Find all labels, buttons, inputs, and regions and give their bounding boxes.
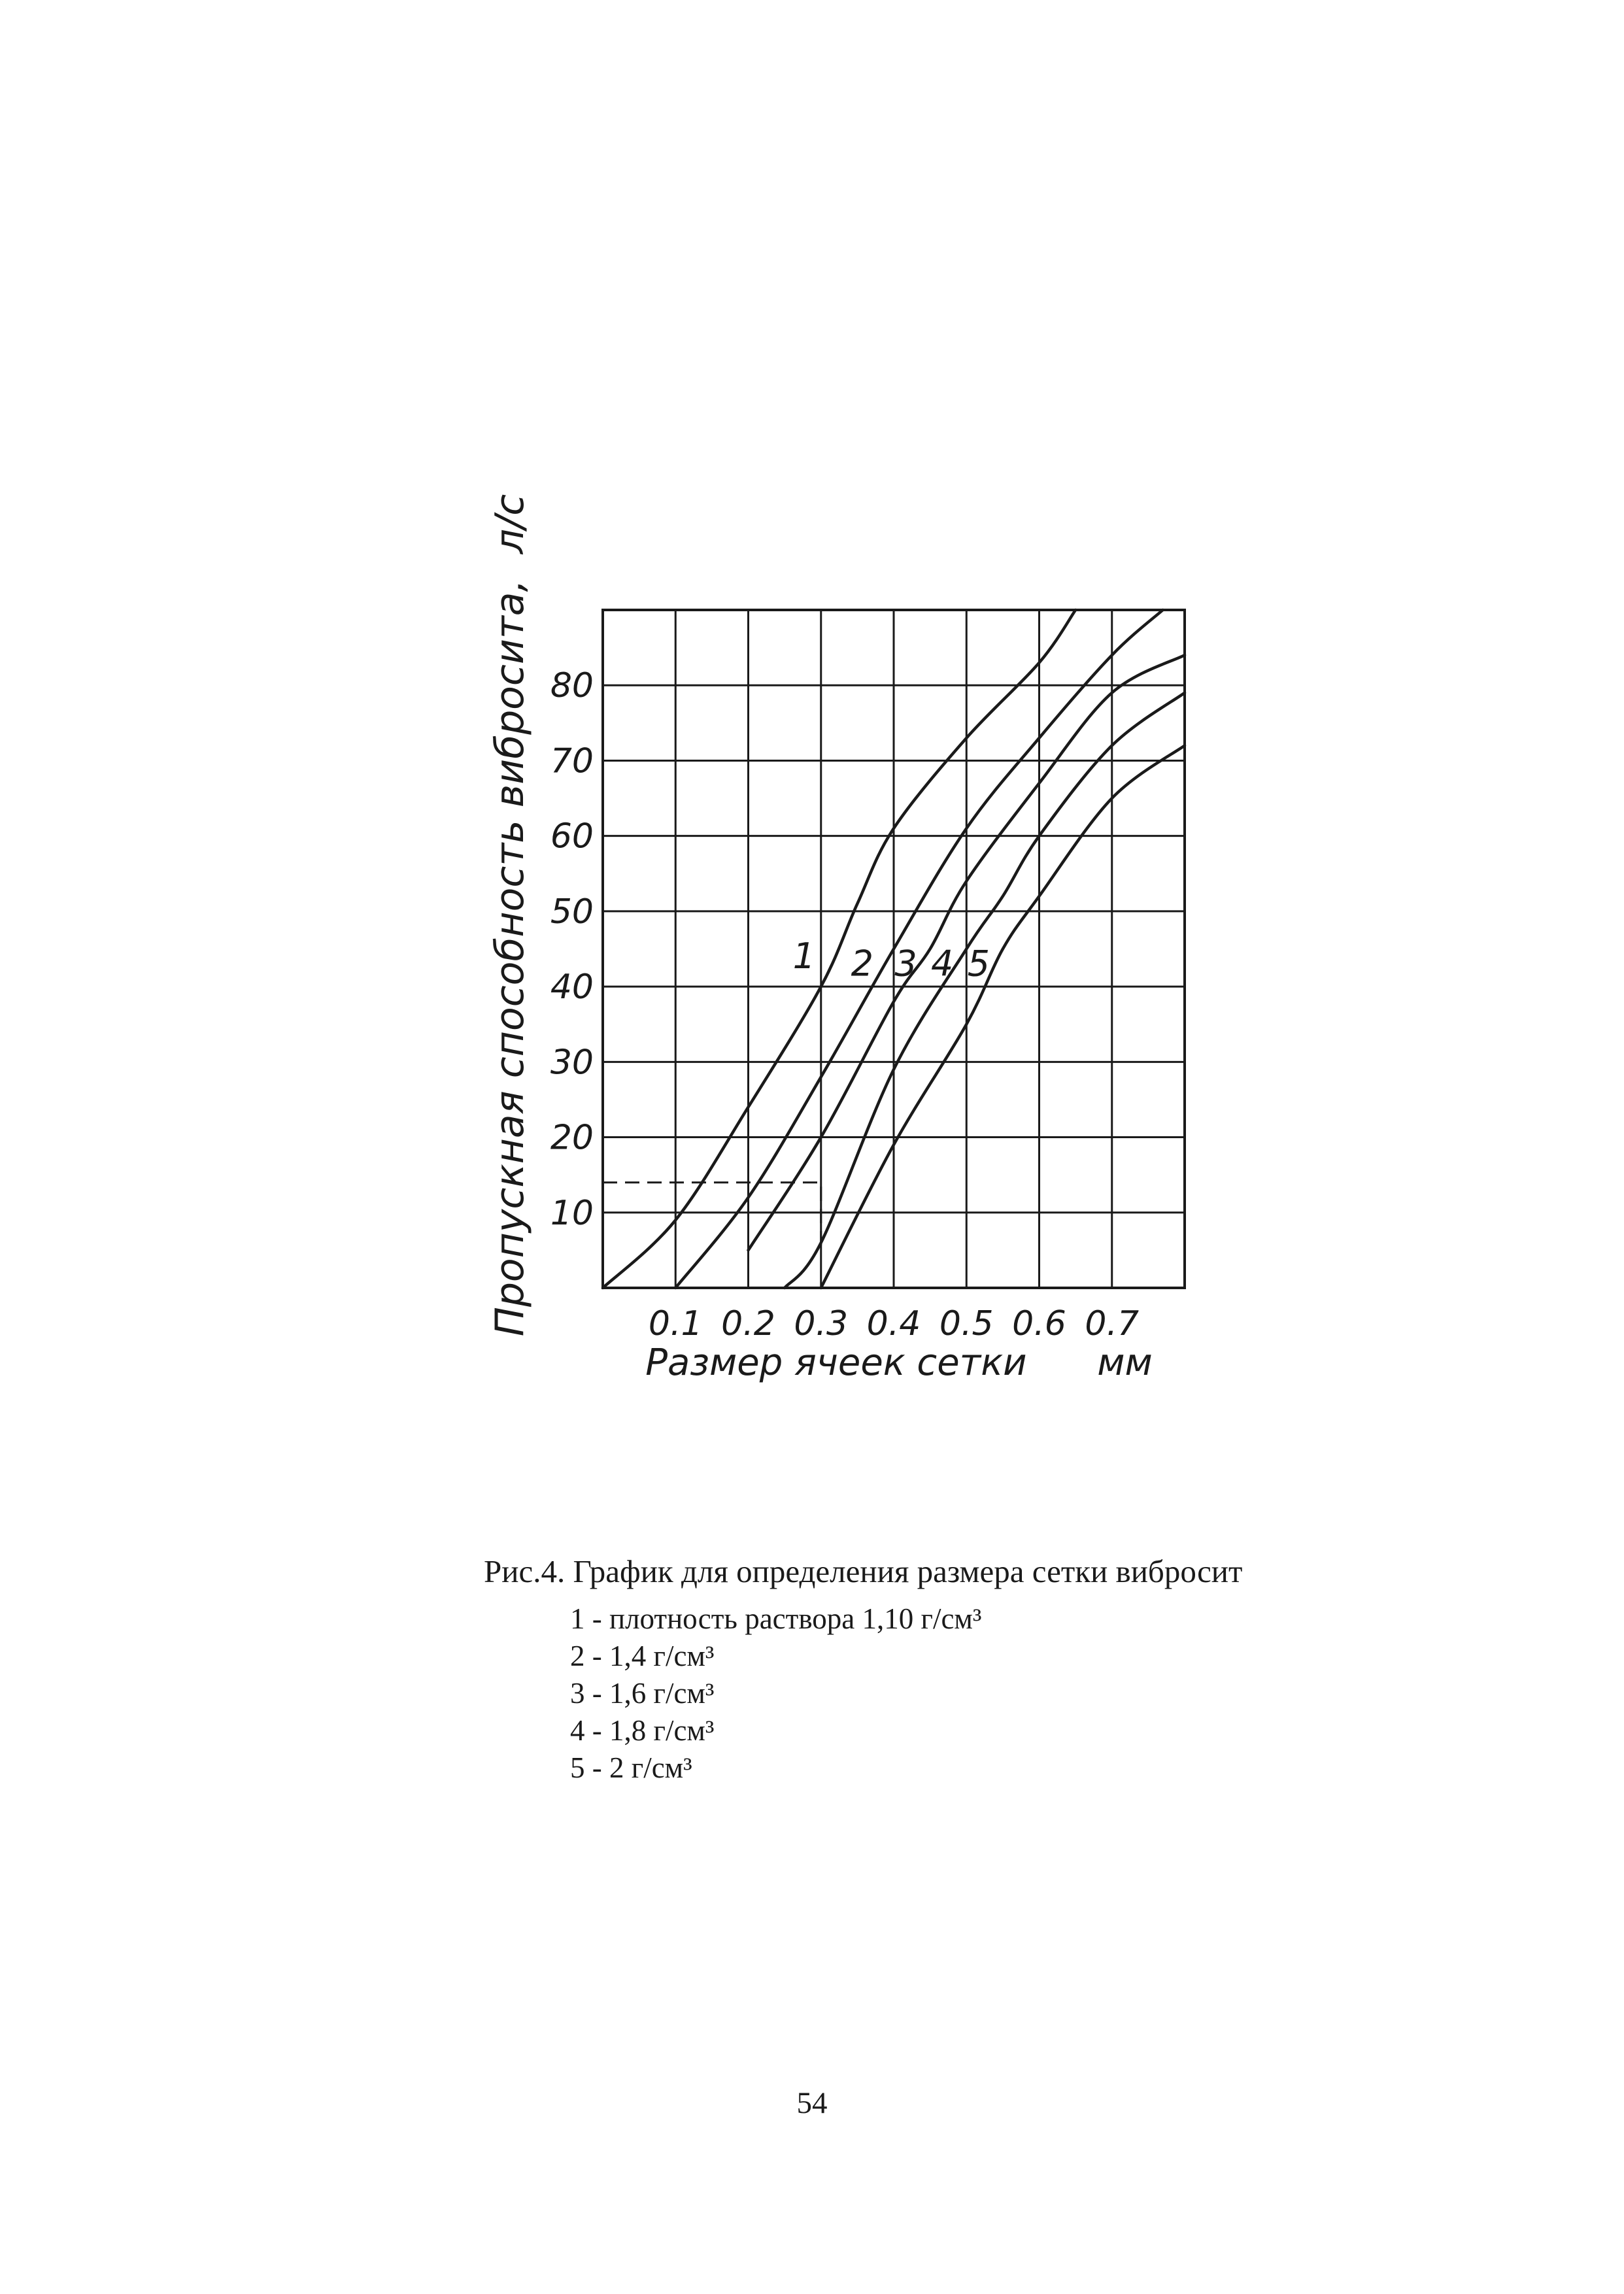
chart-labels [487, 494, 1153, 1384]
series-label-2: 2 [851, 943, 873, 985]
x-tick-label: 0.3 [794, 1304, 849, 1343]
legend-item-5: 5 - 2 г/см³ [570, 1751, 692, 1784]
x-axis-unit: мм [1097, 1341, 1153, 1384]
x-tick-label: 0.5 [939, 1304, 994, 1343]
page-number: 54 [796, 2086, 828, 2120]
x-tick-label: 0.7 [1085, 1304, 1140, 1343]
series-curve-5 [821, 745, 1185, 1288]
x-axis-title [645, 1341, 1153, 1384]
y-tick-label: 20 [550, 1118, 594, 1158]
y-tick-label: 70 [550, 741, 594, 781]
y-tick-label: 60 [550, 817, 594, 856]
legend-item-4: 4 - 1,8 г/см³ [570, 1714, 715, 1747]
y-tick-label: 10 [550, 1193, 594, 1233]
series-label-1: 1 [792, 936, 815, 977]
x-tick-label: 0.1 [648, 1304, 703, 1343]
y-tick-label: 50 [550, 892, 594, 932]
y-tick-label: 30 [550, 1043, 594, 1083]
y-axis-label: Пропускная способность вибросита, [487, 579, 533, 1337]
legend-item-1: 1 - плотность раствора 1,10 г/см³ [570, 1602, 982, 1635]
series-label-3: 3 [894, 943, 917, 985]
x-tick-label: 0.4 [866, 1304, 921, 1343]
figure-caption: Рис.4. График для определения размера сетки вибросит [484, 1553, 1243, 1589]
y-axis-title [487, 494, 533, 1337]
x-axis-label: Размер ячеек сетки [645, 1341, 1027, 1384]
series-curve-1 [603, 610, 1075, 1288]
x-tick-label: 0.2 [721, 1304, 775, 1343]
reading-guide [603, 1183, 821, 1251]
series-label-4: 4 [930, 943, 954, 985]
y-tick-label: 80 [550, 666, 594, 706]
series-label-5: 5 [967, 943, 990, 985]
density-legend [570, 1600, 981, 1787]
y-axis-unit: л/с [487, 494, 533, 554]
x-tick-label: 0.6 [1012, 1304, 1066, 1343]
legend-item-2: 2 - 1,4 г/см³ [570, 1640, 715, 1672]
y-tick-label: 40 [550, 968, 594, 1007]
legend-item-3: 3 - 1,6 г/см³ [570, 1677, 715, 1710]
